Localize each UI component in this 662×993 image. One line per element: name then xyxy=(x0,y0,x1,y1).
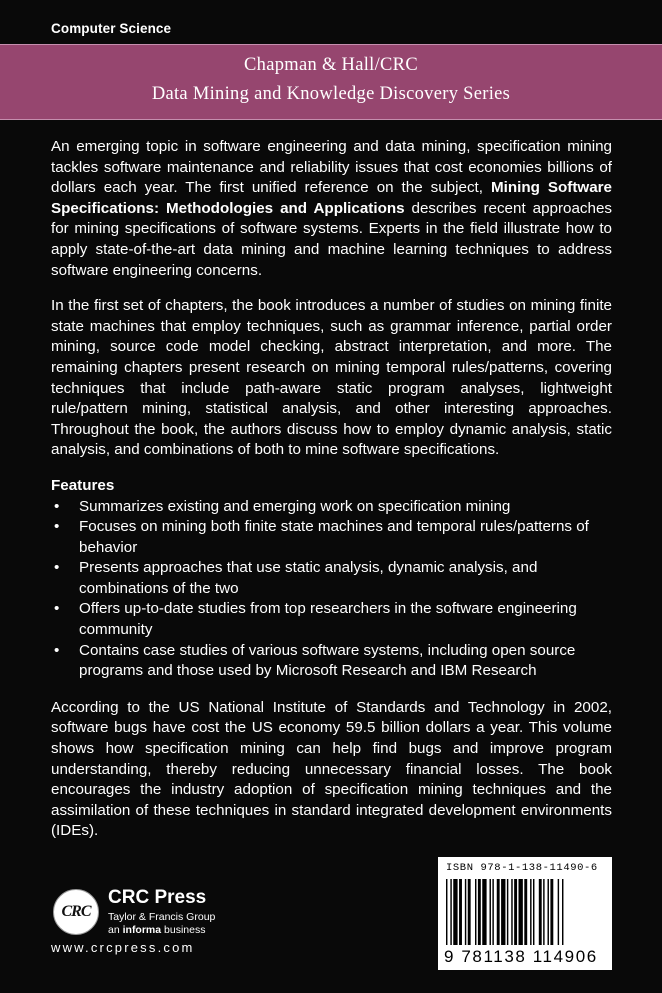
book-title: Mining Software Specifications: Methodologies and Applications xyxy=(51,179,613,217)
list-item xyxy=(51,497,612,518)
intro-text: An emerging topic in software engineering and data mining, specification mining tackles software maintenance and reliability issues that cost economies billions of dollars each year. The first unified reference on the subject, xyxy=(51,138,612,197)
publisher-business xyxy=(108,924,205,936)
features-list xyxy=(51,497,612,682)
barcode-bar xyxy=(524,879,527,945)
bullet-icon: • xyxy=(54,518,60,536)
list-item xyxy=(51,599,612,640)
barcode-bar xyxy=(453,879,457,945)
barcode-bar xyxy=(507,879,508,945)
publisher-name: CRC Press xyxy=(108,887,207,908)
barcode-bar xyxy=(468,879,471,945)
chapters-paragraph: In the first set of chapters, the book introduces a number of studies on mining finite state machines that employ techniques, such as grammar inference, partial order mining, source code model checking, abstract interpretation, and more. The remaining chapters present research on mining temporal rules/patterns, covering techniques that include path-aware static program analyses, lightweight rule/pattern mining, statistical analysis, and other interesting approaches. Throughout the book, the authors discuss how to employ dynamic analysis, static analysis, and combinations of both to mine software specifications. xyxy=(51,297,612,459)
isbn-barcode xyxy=(438,857,612,970)
barcode-bar xyxy=(539,879,542,945)
barcode-bar xyxy=(446,879,447,945)
barcode-bar xyxy=(492,879,493,945)
barcode-bar xyxy=(548,879,549,945)
feature-text: Presents approaches that use static analysis, dynamic analysis, and combinations of the two xyxy=(79,559,538,597)
closing-paragraph: According to the US National Institute of Standards and Technology in 2002, software bugs have cost the US economy 59.5 billion dollars a year. This volume shows how specification mining can help find bugs and improve program understanding, thereby reducing unnecessary financial losses. The book encourages the industry adoption of specification mining techniques and the assimilation of these techniques in standard integrated development environments (IDEs). xyxy=(51,698,612,840)
barcode-bar xyxy=(511,879,512,945)
feature-text: Contains case studies of various software systems, including open source programs and those used by Microsoft Research and IBM Research xyxy=(79,641,576,680)
barcode-bar xyxy=(519,879,523,945)
back-cover-text xyxy=(51,137,612,857)
business-prefix: an xyxy=(108,924,123,936)
business-bold: informa xyxy=(122,924,162,936)
barcode-icon xyxy=(446,879,604,945)
series-title: Data Mining and Knowledge Discovery Series xyxy=(151,84,511,104)
list-item xyxy=(51,558,612,599)
list-item xyxy=(51,517,612,558)
bullet-icon: • xyxy=(54,497,60,515)
barcode-bar xyxy=(530,879,531,945)
barcode-bar xyxy=(550,879,553,945)
barcode-bar xyxy=(501,879,505,945)
logo-mark: CRC xyxy=(61,903,91,920)
barcode-bar xyxy=(475,879,476,945)
business-suffix: business xyxy=(161,924,206,936)
barcode-bar xyxy=(450,879,451,945)
list-item xyxy=(51,641,612,682)
bullet-icon: • xyxy=(54,641,60,659)
barcode-bar xyxy=(543,879,544,945)
crc-logo-icon xyxy=(53,889,99,935)
intro-text-end: describes recent approaches for mining specifications of software systems. Experts in the field illustrate how to apply state-of-the-art data mining and machine learning techniques to address software engineering concerns. xyxy=(51,199,612,279)
barcode-bar xyxy=(478,879,481,945)
feature-text: Focuses on mining both finite state machines and temporal rules/patterns of behavior xyxy=(79,518,589,556)
barcode-bar xyxy=(482,879,486,945)
bullet-icon: • xyxy=(54,600,60,618)
barcode-bar xyxy=(490,879,491,945)
barcode-digits: 9 781138 114906 xyxy=(444,947,598,966)
barcode-bar xyxy=(562,879,563,945)
barcode-bar xyxy=(459,879,462,945)
series-publisher: Chapman & Hall/CRC xyxy=(244,55,418,75)
barcode-bar xyxy=(533,879,534,945)
publisher-website[interactable]: www.crcpress.com xyxy=(51,940,195,955)
series-banner xyxy=(0,44,662,120)
features-heading: Features xyxy=(51,476,115,494)
intro-paragraph xyxy=(51,137,612,281)
subject-label: Computer Science xyxy=(51,21,172,36)
bullet-icon: • xyxy=(54,559,60,577)
barcode-bar xyxy=(465,879,466,945)
barcode-bar xyxy=(497,879,500,945)
barcode-bar xyxy=(514,879,517,945)
feature-text: Summarizes existing and emerging work on specification mining xyxy=(79,497,511,515)
isbn-label: ISBN 978-1-138-11490-6 xyxy=(446,862,598,874)
feature-text: Offers up-to-date studies from top researchers in the software engineering community xyxy=(79,600,577,639)
barcode-bar xyxy=(558,879,559,945)
publisher-group: Taylor & Francis Group xyxy=(108,911,216,923)
